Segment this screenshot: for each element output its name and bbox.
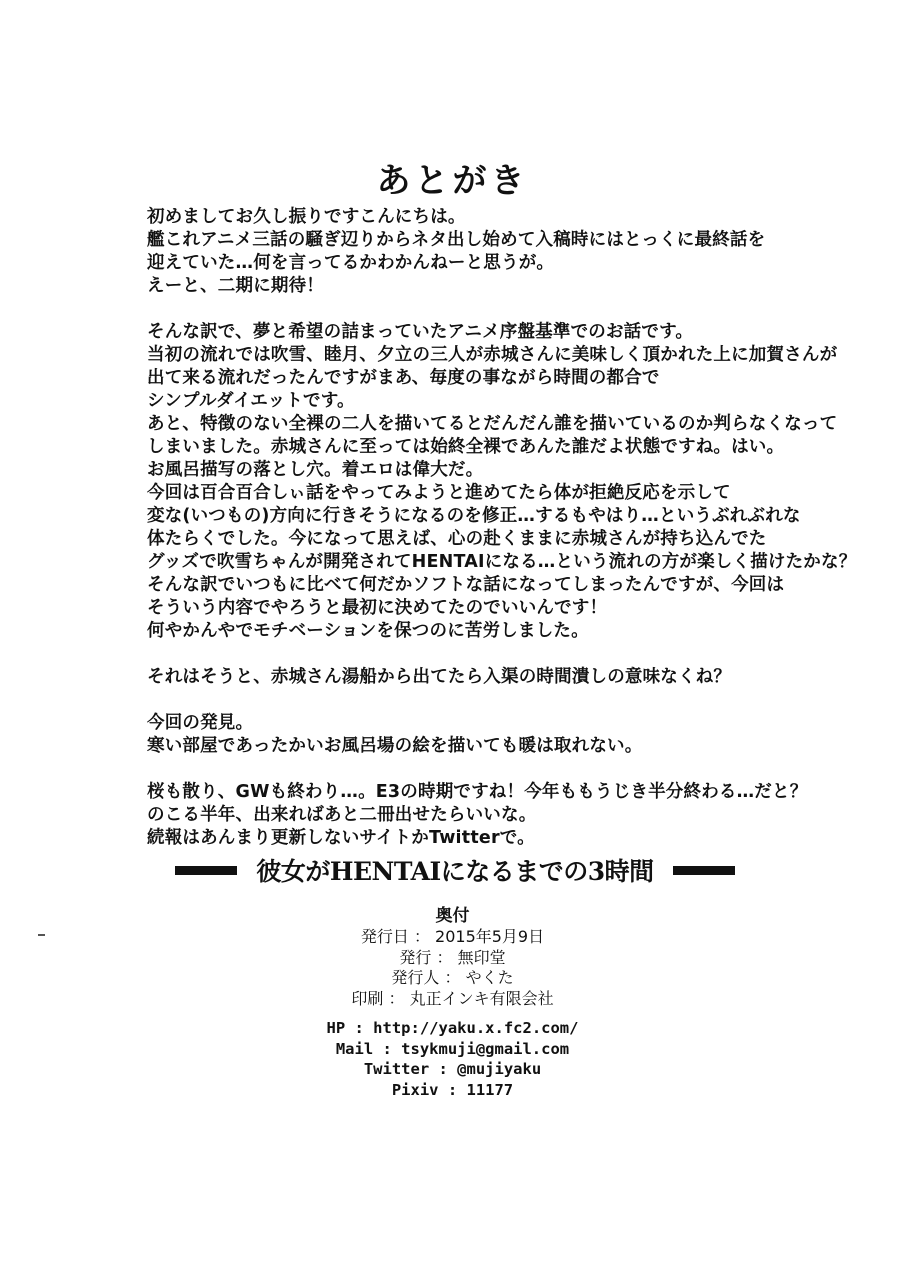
text-line: 変な(いつもの)方向に行きそうになるのを修正…するもやはり…というぶれぶれな <box>147 506 801 526</box>
text-line: グッズで吹雪ちゃんが開発されてHENTAIになる…という流れの方が楽しく描けたかな？ <box>147 552 857 572</box>
title-bar-left <box>175 866 237 875</box>
colophon <box>0 905 905 1009</box>
colophon-issuer: 発行人 ： やくた <box>391 968 514 987</box>
text-line: えーと、二期に期待！ <box>147 276 324 296</box>
text-line: 寒い部屋であったかいお風呂場の絵を描いても暖は取れない。 <box>147 736 643 756</box>
text-line: しまいました。赤城さんに至っては始終全裸であんた誰だよ状態ですね。はい。 <box>147 437 785 457</box>
contact-info <box>0 1018 905 1100</box>
text-line: 当初の流れでは吹雪、睦月、夕立の三人が赤城さんに美味しく頂かれた上に加賀さんが <box>147 345 838 365</box>
text-line: のこる半年、出来ればあと二冊出せたらいいな。 <box>147 805 537 825</box>
scan-speck <box>38 934 45 936</box>
text-line: そんな訳でいつもに比べて何だかソフトな話になってしまったんですが、今回は <box>147 575 785 595</box>
text-line: 今回の発見。 <box>147 713 254 733</box>
paragraph-1 <box>147 206 847 298</box>
text-line: そういう内容でやろうと最初に決めてたのでいいんです！ <box>147 598 608 618</box>
text-line: 艦これアニメ三話の騒ぎ辺りからネタ出し始めて入稿時にはとっくに最終話を <box>147 230 766 250</box>
text-line: お風呂描写の落とし穴。着エロは偉大だ。 <box>147 460 484 480</box>
text-line: 出て来る流れだったんですがまあ、毎度の事ながら時間の都合で <box>147 368 660 388</box>
text-line: それはそうと、赤城さん湯船から出てたら入渠の時間潰しの意味なくね？ <box>147 667 732 687</box>
colophon-title: 奥付 <box>435 906 470 926</box>
text-line: シンプルダイエットです。 <box>147 391 355 411</box>
text-line: 何やかんやでモチベーションを保つのに苦労しました。 <box>147 621 589 641</box>
text-line: 体たらくでした。今になって思えば、心の赴くままに赤城さんが持ち込んでた <box>147 529 767 549</box>
contact-pixiv: Pixiv : 11177 <box>391 1080 514 1099</box>
contact-homepage: HP : http://yaku.x.fc2.com/ <box>326 1019 579 1037</box>
text-line: 桜も散り、GWも終わり…。E3の時期ですね！今年ももうじき半分終わる…だと？ <box>147 782 808 802</box>
text-line: 今回は百合百合しぃ話をやってみようと進めてたら体が拒絶反応を示して <box>147 483 731 503</box>
afterword-body <box>147 206 857 850</box>
text-line: 続報はあんまり更新しないサイトかTwitterで。 <box>147 828 535 848</box>
colophon-publisher: 発行 ： 無印堂 <box>399 947 506 967</box>
paragraph-5 <box>147 781 847 850</box>
colophon-printer: 印刷 ： 丸正インキ有限会社 <box>351 988 554 1008</box>
paragraph-2 <box>147 321 857 643</box>
paragraph-4 <box>147 712 847 758</box>
text-line: 迎えていた…何を言ってるかわかんねーと思うが。 <box>147 253 555 273</box>
book-title-banner <box>175 850 735 890</box>
text-line: 初めましてお久し振りですこんにちは。 <box>147 207 466 227</box>
afterword-heading: あとがき <box>376 161 529 201</box>
contact-mail: Mail : tsykmuji@gmail.com <box>335 1039 570 1058</box>
text-line: あと、特徴のない全裸の二人を描いてるとだんだん誰を描いているのか判らなくなって <box>147 414 838 434</box>
text-line: そんな訳で、夢と希望の詰まっていたアニメ序盤基準でのお話です。 <box>147 322 694 342</box>
title-bar-right <box>673 866 735 875</box>
book-title: 彼女がHENTAIになるまでの3時間 <box>256 857 654 886</box>
colophon-publish-date: 発行日 ： 2015年5月9日 <box>360 927 545 946</box>
contact-twitter: Twitter : @mujiyaku <box>363 1060 542 1078</box>
paragraph-3 <box>147 666 847 689</box>
